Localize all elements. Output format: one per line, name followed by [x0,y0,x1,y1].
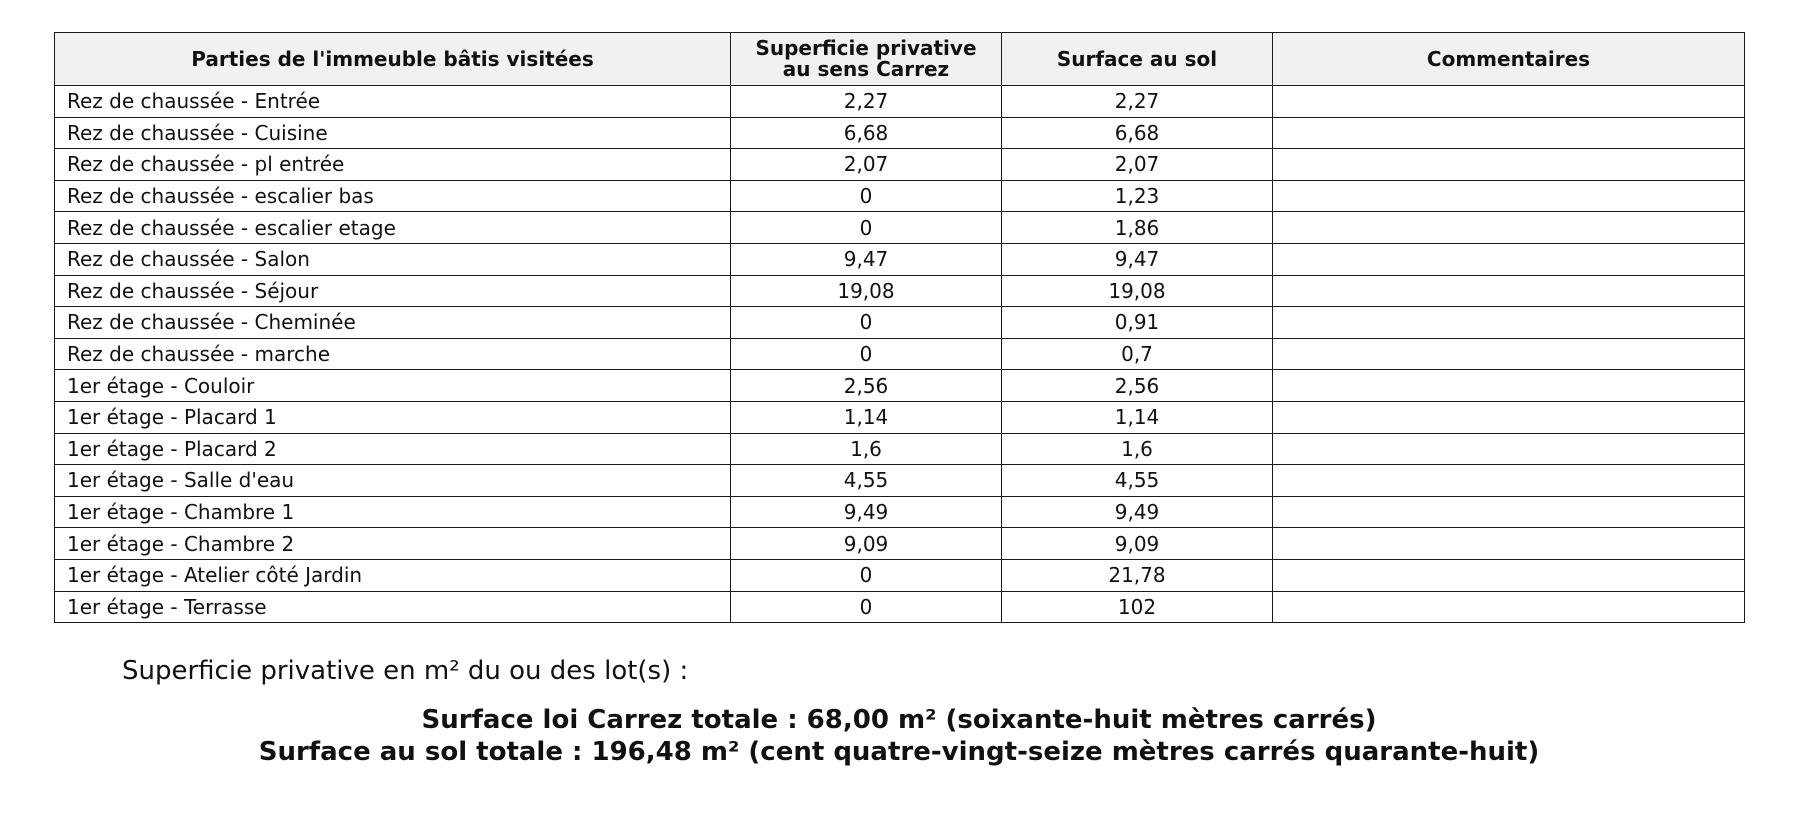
cell-part: 1er étage - Placard 2 [55,433,731,465]
table-row [55,307,1745,339]
sol-total: Surface au sol totale : 196,48 m² (cent quatre-vingt-seize mètres carrés quarante-huit) [258,737,1540,767]
cell-comment [1273,275,1745,307]
cell-part: 1er étage - Atelier côté Jardin [55,559,731,591]
carrez-total: Surface loi Carrez totale : 68,00 m² (soixante-huit mètres carrés) [421,705,1377,735]
cell-comment [1273,243,1745,275]
cell-carrez: 2,27 [731,86,1002,118]
table-row [55,528,1745,560]
table-row [55,433,1745,465]
cell-carrez: 9,47 [731,243,1002,275]
cell-sol: 2,07 [1002,149,1273,181]
cell-comment [1273,433,1745,465]
cell-comment [1273,465,1745,497]
cell-part: 1er étage - Terrasse [55,591,731,623]
table-row [55,591,1745,623]
cell-comment [1273,559,1745,591]
table-row [55,149,1745,181]
cell-part: Rez de chaussée - escalier etage [55,212,731,244]
cell-sol: 102 [1002,591,1273,623]
cell-sol: 1,23 [1002,180,1273,212]
cell-part: Rez de chaussée - pl entrée [55,149,731,181]
table-row [55,275,1745,307]
cell-part: Rez de chaussée - Cuisine [55,117,731,149]
cell-comment [1273,307,1745,339]
table-row [55,559,1745,591]
cell-comment [1273,401,1745,433]
cell-carrez: 19,08 [731,275,1002,307]
cell-sol: 0,91 [1002,307,1273,339]
cell-carrez: 2,56 [731,370,1002,402]
table-row [55,338,1745,370]
cell-sol: 0,7 [1002,338,1273,370]
cell-part: 1er étage - Placard 1 [55,401,731,433]
cell-sol: 2,56 [1002,370,1273,402]
table-row [55,465,1745,497]
cell-sol: 19,08 [1002,275,1273,307]
cell-carrez: 0 [731,559,1002,591]
cell-part: Rez de chaussée - Séjour [55,275,731,307]
cell-sol: 4,55 [1002,465,1273,497]
cell-carrez: 0 [731,591,1002,623]
summary-label: Superficie privative en m² du ou des lot(s) : [122,656,689,686]
cell-carrez: 0 [731,212,1002,244]
cell-comment [1273,180,1745,212]
cell-carrez: 6,68 [731,117,1002,149]
cell-carrez: 0 [731,338,1002,370]
cell-sol: 1,6 [1002,433,1273,465]
cell-sol: 2,27 [1002,86,1273,118]
cell-part: Rez de chaussée - Salon [55,243,731,275]
cell-comment [1273,149,1745,181]
cell-part: 1er étage - Chambre 1 [55,496,731,528]
cell-carrez: 1,6 [731,433,1002,465]
table-row [55,86,1745,118]
cell-sol: 9,49 [1002,496,1273,528]
surface-table [54,32,1745,623]
cell-sol: 1,86 [1002,212,1273,244]
cell-carrez: 9,09 [731,528,1002,560]
cell-carrez: 9,49 [731,496,1002,528]
cell-part: Rez de chaussée - marche [55,338,731,370]
cell-carrez: 0 [731,307,1002,339]
surface-table-container [54,32,1744,623]
table-row [55,401,1745,433]
table-body [55,86,1745,623]
cell-comment [1273,212,1745,244]
cell-comment [1273,591,1745,623]
cell-comment [1273,86,1745,118]
cell-comment [1273,496,1745,528]
cell-part: 1er étage - Salle d'eau [55,465,731,497]
header-part: Parties de l'immeuble bâtis visitées [55,33,731,86]
cell-part: Rez de chaussée - Entrée [55,86,731,118]
cell-comment [1273,528,1745,560]
cell-part: Rez de chaussée - escalier bas [55,180,731,212]
table-header-row [55,33,1745,86]
cell-part: 1er étage - Couloir [55,370,731,402]
table-row [55,180,1745,212]
table-row [55,243,1745,275]
header-comments: Commentaires [1273,33,1745,86]
table-row [55,370,1745,402]
cell-sol: 6,68 [1002,117,1273,149]
cell-carrez: 0 [731,180,1002,212]
cell-sol: 21,78 [1002,559,1273,591]
cell-part: 1er étage - Chambre 2 [55,528,731,560]
cell-carrez: 2,07 [731,149,1002,181]
totals-block [0,704,1798,768]
header-sol: Surface au sol [1002,33,1273,86]
cell-carrez: 1,14 [731,401,1002,433]
cell-carrez: 4,55 [731,465,1002,497]
cell-part: Rez de chaussée - Cheminée [55,307,731,339]
cell-comment [1273,370,1745,402]
cell-sol: 9,47 [1002,243,1273,275]
cell-comment [1273,338,1745,370]
cell-sol: 9,09 [1002,528,1273,560]
table-row [55,117,1745,149]
table-row [55,496,1745,528]
cell-comment [1273,117,1745,149]
table-row [55,212,1745,244]
cell-sol: 1,14 [1002,401,1273,433]
header-carrez: Superficie privative au sens Carrez [731,33,1002,86]
